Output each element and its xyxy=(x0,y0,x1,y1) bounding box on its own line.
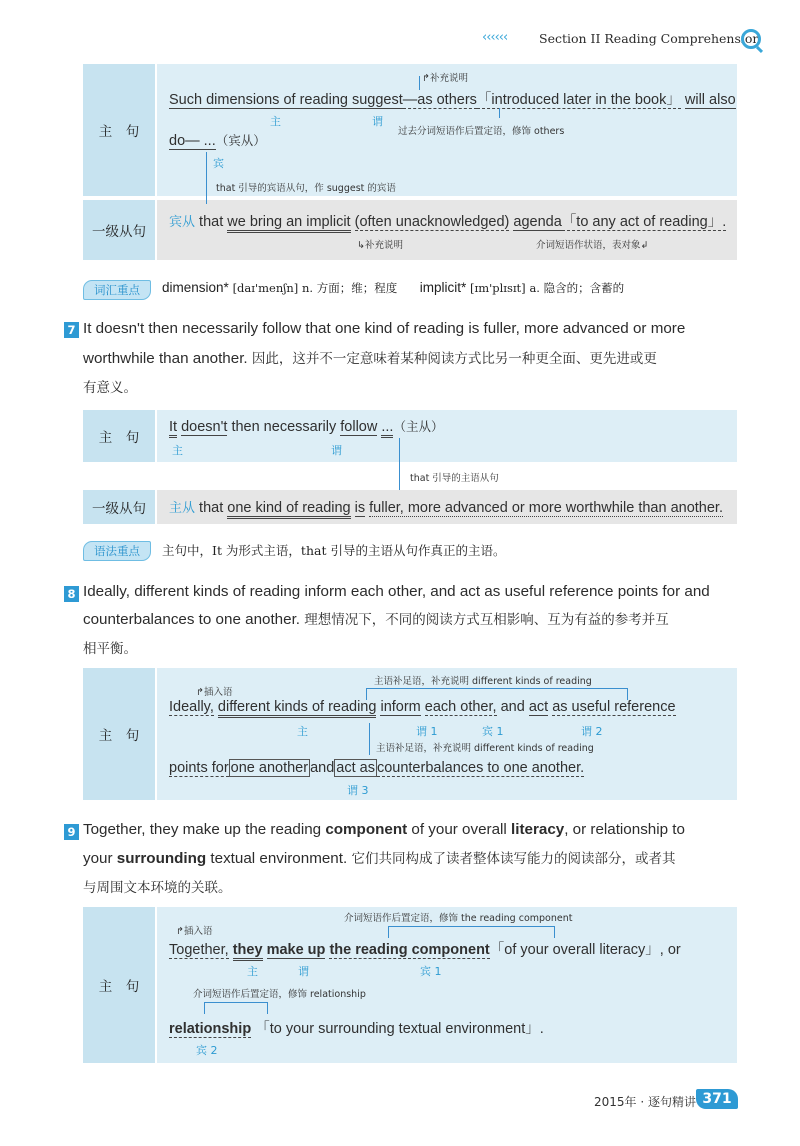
sentence-line: Such dimensions of reading suggest—as others「introduced later in the book」 will also xyxy=(169,92,736,108)
sentence-line: relationship 「to your surrounding textual environment」. xyxy=(169,1021,544,1037)
tag-object: 宾 2 xyxy=(196,1044,218,1057)
annotation-line xyxy=(366,688,628,689)
annotation-line xyxy=(388,926,555,927)
sentence-number: 9 xyxy=(64,824,79,840)
tag-predicate: 谓 xyxy=(298,965,309,978)
tag-predicate: 谓 3 xyxy=(347,784,369,797)
sentence-line: It doesn't then necessarily follow ...（主从） xyxy=(169,417,443,435)
sentence-translation: 与周围文本环境的关联。 xyxy=(83,880,232,896)
sentence-line: do— ...（宾从） xyxy=(169,133,266,149)
sentence-text: It doesn't then necessarily follow that one kind of reading is fuller, more advanced or more xyxy=(83,320,686,337)
section-title: Section II Reading Comprehension xyxy=(539,31,761,46)
sentence-text: counterbalances to one another. 理想情况下，不同的阅读方式互相影响、互为有益的参考并互 xyxy=(83,611,669,628)
grammar-note: 主句中，It 为形式主语，that 引导的主语从句作真正的主语。 xyxy=(162,543,506,558)
vocab-label: 词汇重点 xyxy=(83,280,151,300)
sentence-line: 主从 that one kind of reading is fuller, more advanced or more worthwhile than another. xyxy=(169,497,723,516)
sentence-line: 宾从 that we bring an implicit (often unacknowledged) agenda「to any act of reading」. xyxy=(169,210,726,231)
annotation-line xyxy=(388,926,389,938)
annotation: 介词短语作后置定语，修饰 relationship xyxy=(193,989,366,1000)
sentence-text: your surrounding textual environment. 它们共同构成了读者整体读写能力的阅读部分，或者其 xyxy=(83,850,676,867)
main-clause-label: 主 句 xyxy=(83,668,155,800)
annotation: ↳补充说明 xyxy=(357,240,403,251)
tag-subject: 主 xyxy=(270,115,281,128)
main-clause-label: 主 句 xyxy=(83,64,155,196)
tag-predicate: 谓 xyxy=(331,444,342,457)
header-arrows: ‹‹‹‹‹‹ xyxy=(482,30,508,45)
sub-clause-label: 一级从句 xyxy=(83,490,155,524)
annotation: 主语补足语，补充说明 different kinds of reading xyxy=(376,743,594,754)
tag-predicate: 谓 2 xyxy=(581,725,603,738)
tag-subject: 主 xyxy=(297,725,308,738)
sentence-line: Together, they make up the reading component「of your overall literacy」, or xyxy=(169,938,681,959)
annotation: 过去分词短语作后置定语，修饰 others xyxy=(398,126,565,137)
annotation: 主语补足语，补充说明 different kinds of reading xyxy=(374,676,592,687)
sentence-text: worthwhile than another. 因此，这并不一定意味着某种阅读方式比另一种更全面、更先进或更 xyxy=(83,350,657,367)
connector-line xyxy=(206,152,207,204)
annotation: ↱插入语 xyxy=(196,687,233,698)
sentence-text: Together, they make up the reading component of your overall literacy, or relationship to xyxy=(83,821,685,838)
annotation-line xyxy=(204,1002,268,1003)
sentence-text: Ideally, different kinds of reading inform each other, and act as useful reference points for and xyxy=(83,583,710,600)
footer-text: 2015年 · 逐句精讲 xyxy=(594,1095,696,1109)
tag-object: 宾 xyxy=(213,157,224,170)
annotation: that 引导的主语从句 xyxy=(410,473,499,484)
annotation-line xyxy=(499,108,500,118)
grammar-label: 语法重点 xyxy=(83,541,151,561)
connector-line xyxy=(399,438,400,496)
tag-object: 宾 1 xyxy=(482,725,504,738)
annotation: ↱补充说明 xyxy=(422,73,468,84)
sentence-translation: 有意义。 xyxy=(83,380,137,396)
annotation-line xyxy=(369,723,370,755)
tag-predicate: 谓 xyxy=(372,115,383,128)
tag-subject: 主 xyxy=(247,965,258,978)
annotation: 介词短语作状语，表对象↲ xyxy=(536,240,649,251)
main-clause-label: 主 句 xyxy=(83,907,155,1063)
annotation-line xyxy=(204,1002,205,1014)
annotation: 介词短语作后置定语，修饰 the reading component xyxy=(344,913,573,924)
sub-clause-label: 一级从句 xyxy=(83,200,155,260)
page-number: 371 xyxy=(696,1089,738,1109)
sentence-translation: 相平衡。 xyxy=(83,641,137,657)
tag-subject: 主 xyxy=(172,444,183,457)
vocab-entries: dimension* [daɪ'menʃn] n. 方面；维；程度 implicit* [ɪm'plɪsɪt] a. 隐含的；含蓄的 xyxy=(162,280,625,295)
magnifier-icon xyxy=(741,29,761,49)
main-clause-label: 主 句 xyxy=(83,410,155,462)
sentence-line: points for one another and act as counterbalances to one another. xyxy=(169,760,585,776)
sentence-number: 8 xyxy=(64,586,79,602)
sentence-line: Ideally, different kinds of reading inform each other, and act as useful reference xyxy=(169,699,676,715)
annotation: that 引导的宾语从句，作 suggest 的宾语 xyxy=(216,183,396,194)
annotation-line xyxy=(267,1002,268,1014)
annotation: ↱插入语 xyxy=(176,926,213,937)
tag-object: 宾 1 xyxy=(420,965,442,978)
annotation-line xyxy=(554,926,555,938)
tag-predicate: 谓 1 xyxy=(416,725,438,738)
sentence-number: 7 xyxy=(64,322,79,338)
main-clause-box xyxy=(157,907,737,1063)
